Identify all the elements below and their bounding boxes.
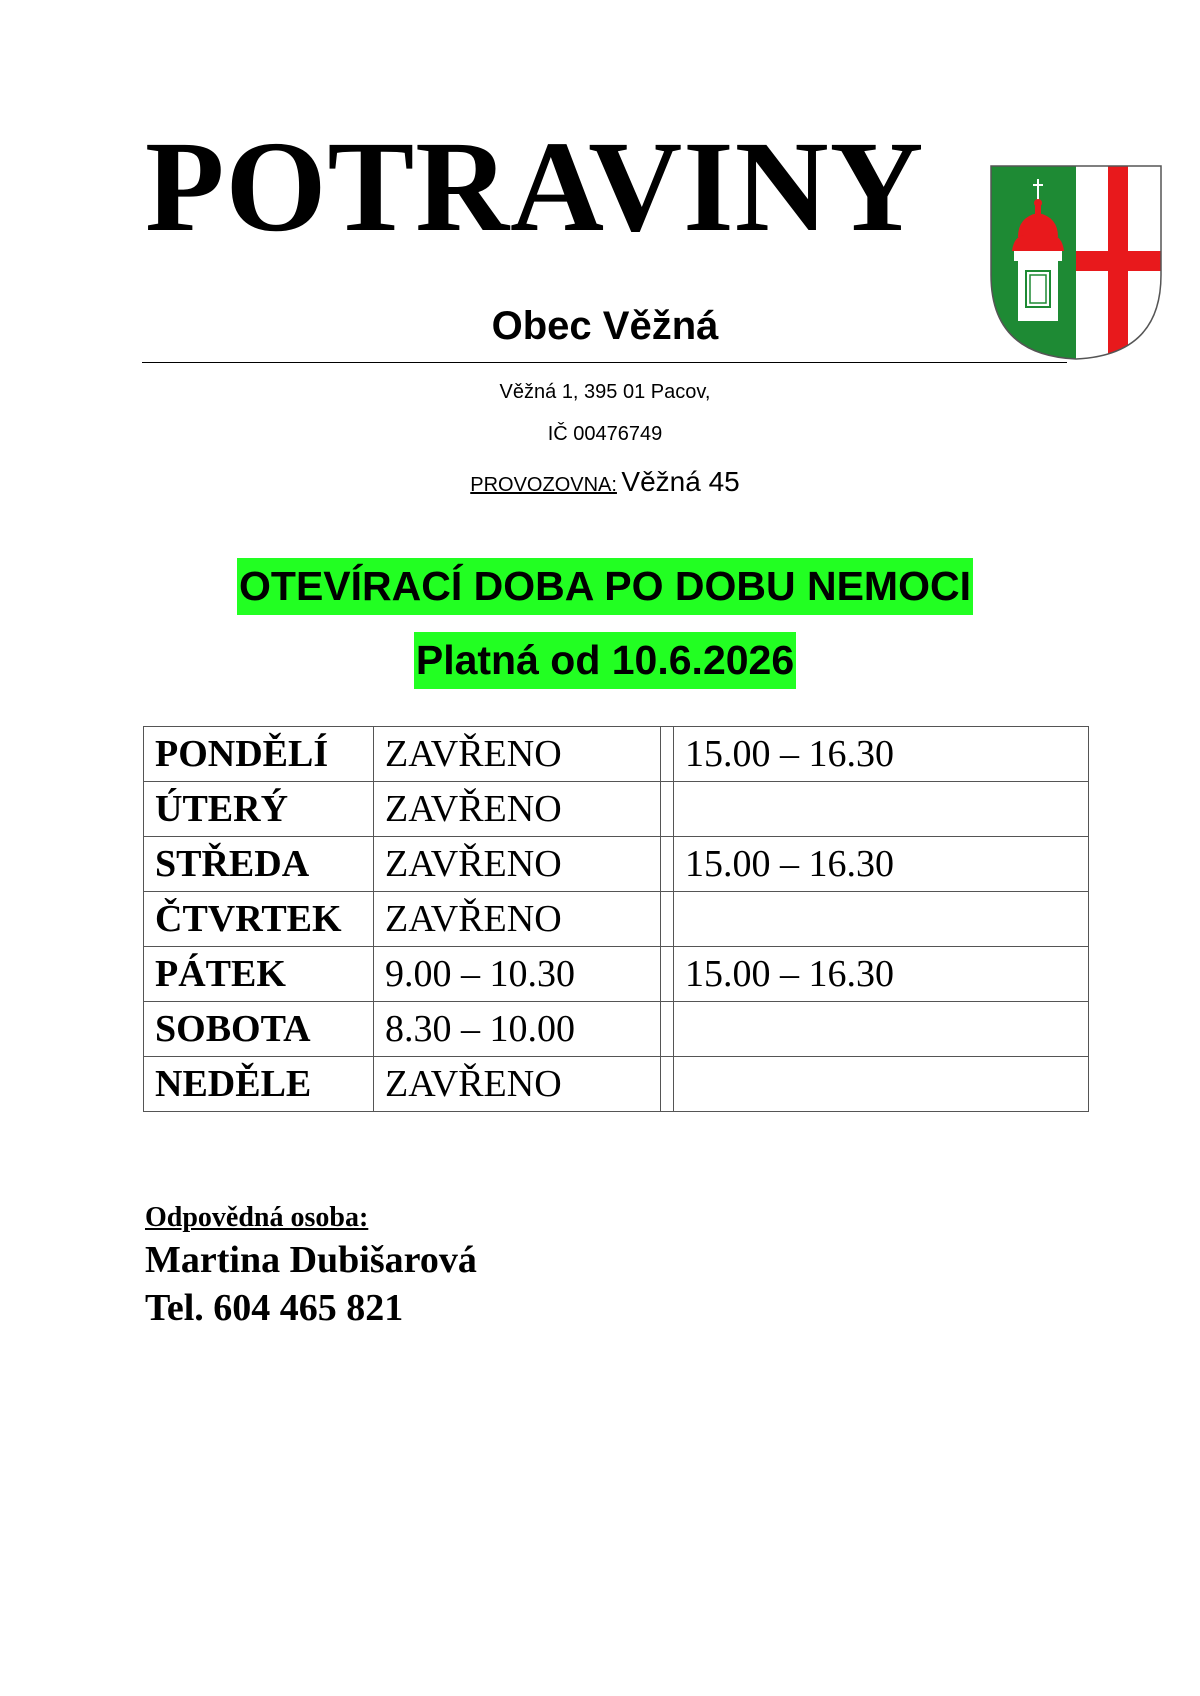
- responsible-person-phone: Tel. 604 465 821: [145, 1287, 404, 1329]
- morning-cell: ZAVŘENO: [374, 782, 661, 837]
- day-cell: ÚTERÝ: [144, 782, 374, 837]
- spacer-cell: [661, 1057, 674, 1112]
- responsible-person-name: Martina Dubišarová: [145, 1239, 477, 1281]
- day-cell: STŘEDA: [144, 837, 374, 892]
- table-row: [144, 837, 1089, 892]
- municipality-name: Obec Věžná: [491, 304, 719, 348]
- spacer-cell: [661, 837, 674, 892]
- table-row: [144, 947, 1089, 1002]
- day-cell: ČTVRTEK: [144, 892, 374, 947]
- table-row: [144, 1002, 1089, 1057]
- address-line: Věžná 1, 395 01 Pacov,: [499, 381, 711, 403]
- afternoon-cell: [674, 782, 1089, 837]
- table-row: [144, 892, 1089, 947]
- page-title: POTRAVINY: [145, 115, 925, 259]
- company-id: IČ 00476749: [547, 423, 663, 445]
- header-divider: [142, 362, 1067, 363]
- day-cell: NEDĚLE: [144, 1057, 374, 1112]
- table-row: [144, 782, 1089, 837]
- morning-cell: ZAVŘENO: [374, 837, 661, 892]
- notice-line-2: Platná od 10.6.2026: [414, 632, 796, 689]
- notice-heading: [0, 558, 1200, 615]
- table-row: [144, 1057, 1089, 1112]
- spacer-cell: [661, 892, 674, 947]
- afternoon-cell: 15.00 – 16.30: [674, 947, 1089, 1002]
- afternoon-cell: [674, 892, 1089, 947]
- spacer-cell: [661, 947, 674, 1002]
- day-cell: PONDĚLÍ: [144, 727, 374, 782]
- day-cell: PÁTEK: [144, 947, 374, 1002]
- notice-validity: [0, 632, 1200, 689]
- afternoon-cell: [674, 1002, 1089, 1057]
- afternoon-cell: 15.00 – 16.30: [674, 837, 1089, 892]
- opening-hours-table: [143, 726, 1089, 1112]
- spacer-cell: [661, 727, 674, 782]
- notice-line-1: OTEVÍRACÍ DOBA PO DOBU NEMOCI: [237, 558, 973, 615]
- afternoon-cell: [674, 1057, 1089, 1112]
- spacer-cell: [661, 782, 674, 837]
- day-cell: SOBOTA: [144, 1002, 374, 1057]
- table-row: [144, 727, 1089, 782]
- responsible-person-label: Odpovědná osoba:: [145, 1202, 369, 1233]
- afternoon-cell: 15.00 – 16.30: [674, 727, 1089, 782]
- morning-cell: ZAVŘENO: [374, 727, 661, 782]
- morning-cell: 9.00 – 10.30: [374, 947, 661, 1002]
- morning-cell: ZAVŘENO: [374, 1057, 661, 1112]
- morning-cell: 8.30 – 10.00: [374, 1002, 661, 1057]
- morning-cell: ZAVŘENO: [374, 892, 661, 947]
- establishment: [0, 466, 1200, 498]
- establishment-value: Věžná 45: [621, 466, 740, 497]
- establishment-label: PROVOZOVNA:: [470, 474, 617, 496]
- spacer-cell: [661, 1002, 674, 1057]
